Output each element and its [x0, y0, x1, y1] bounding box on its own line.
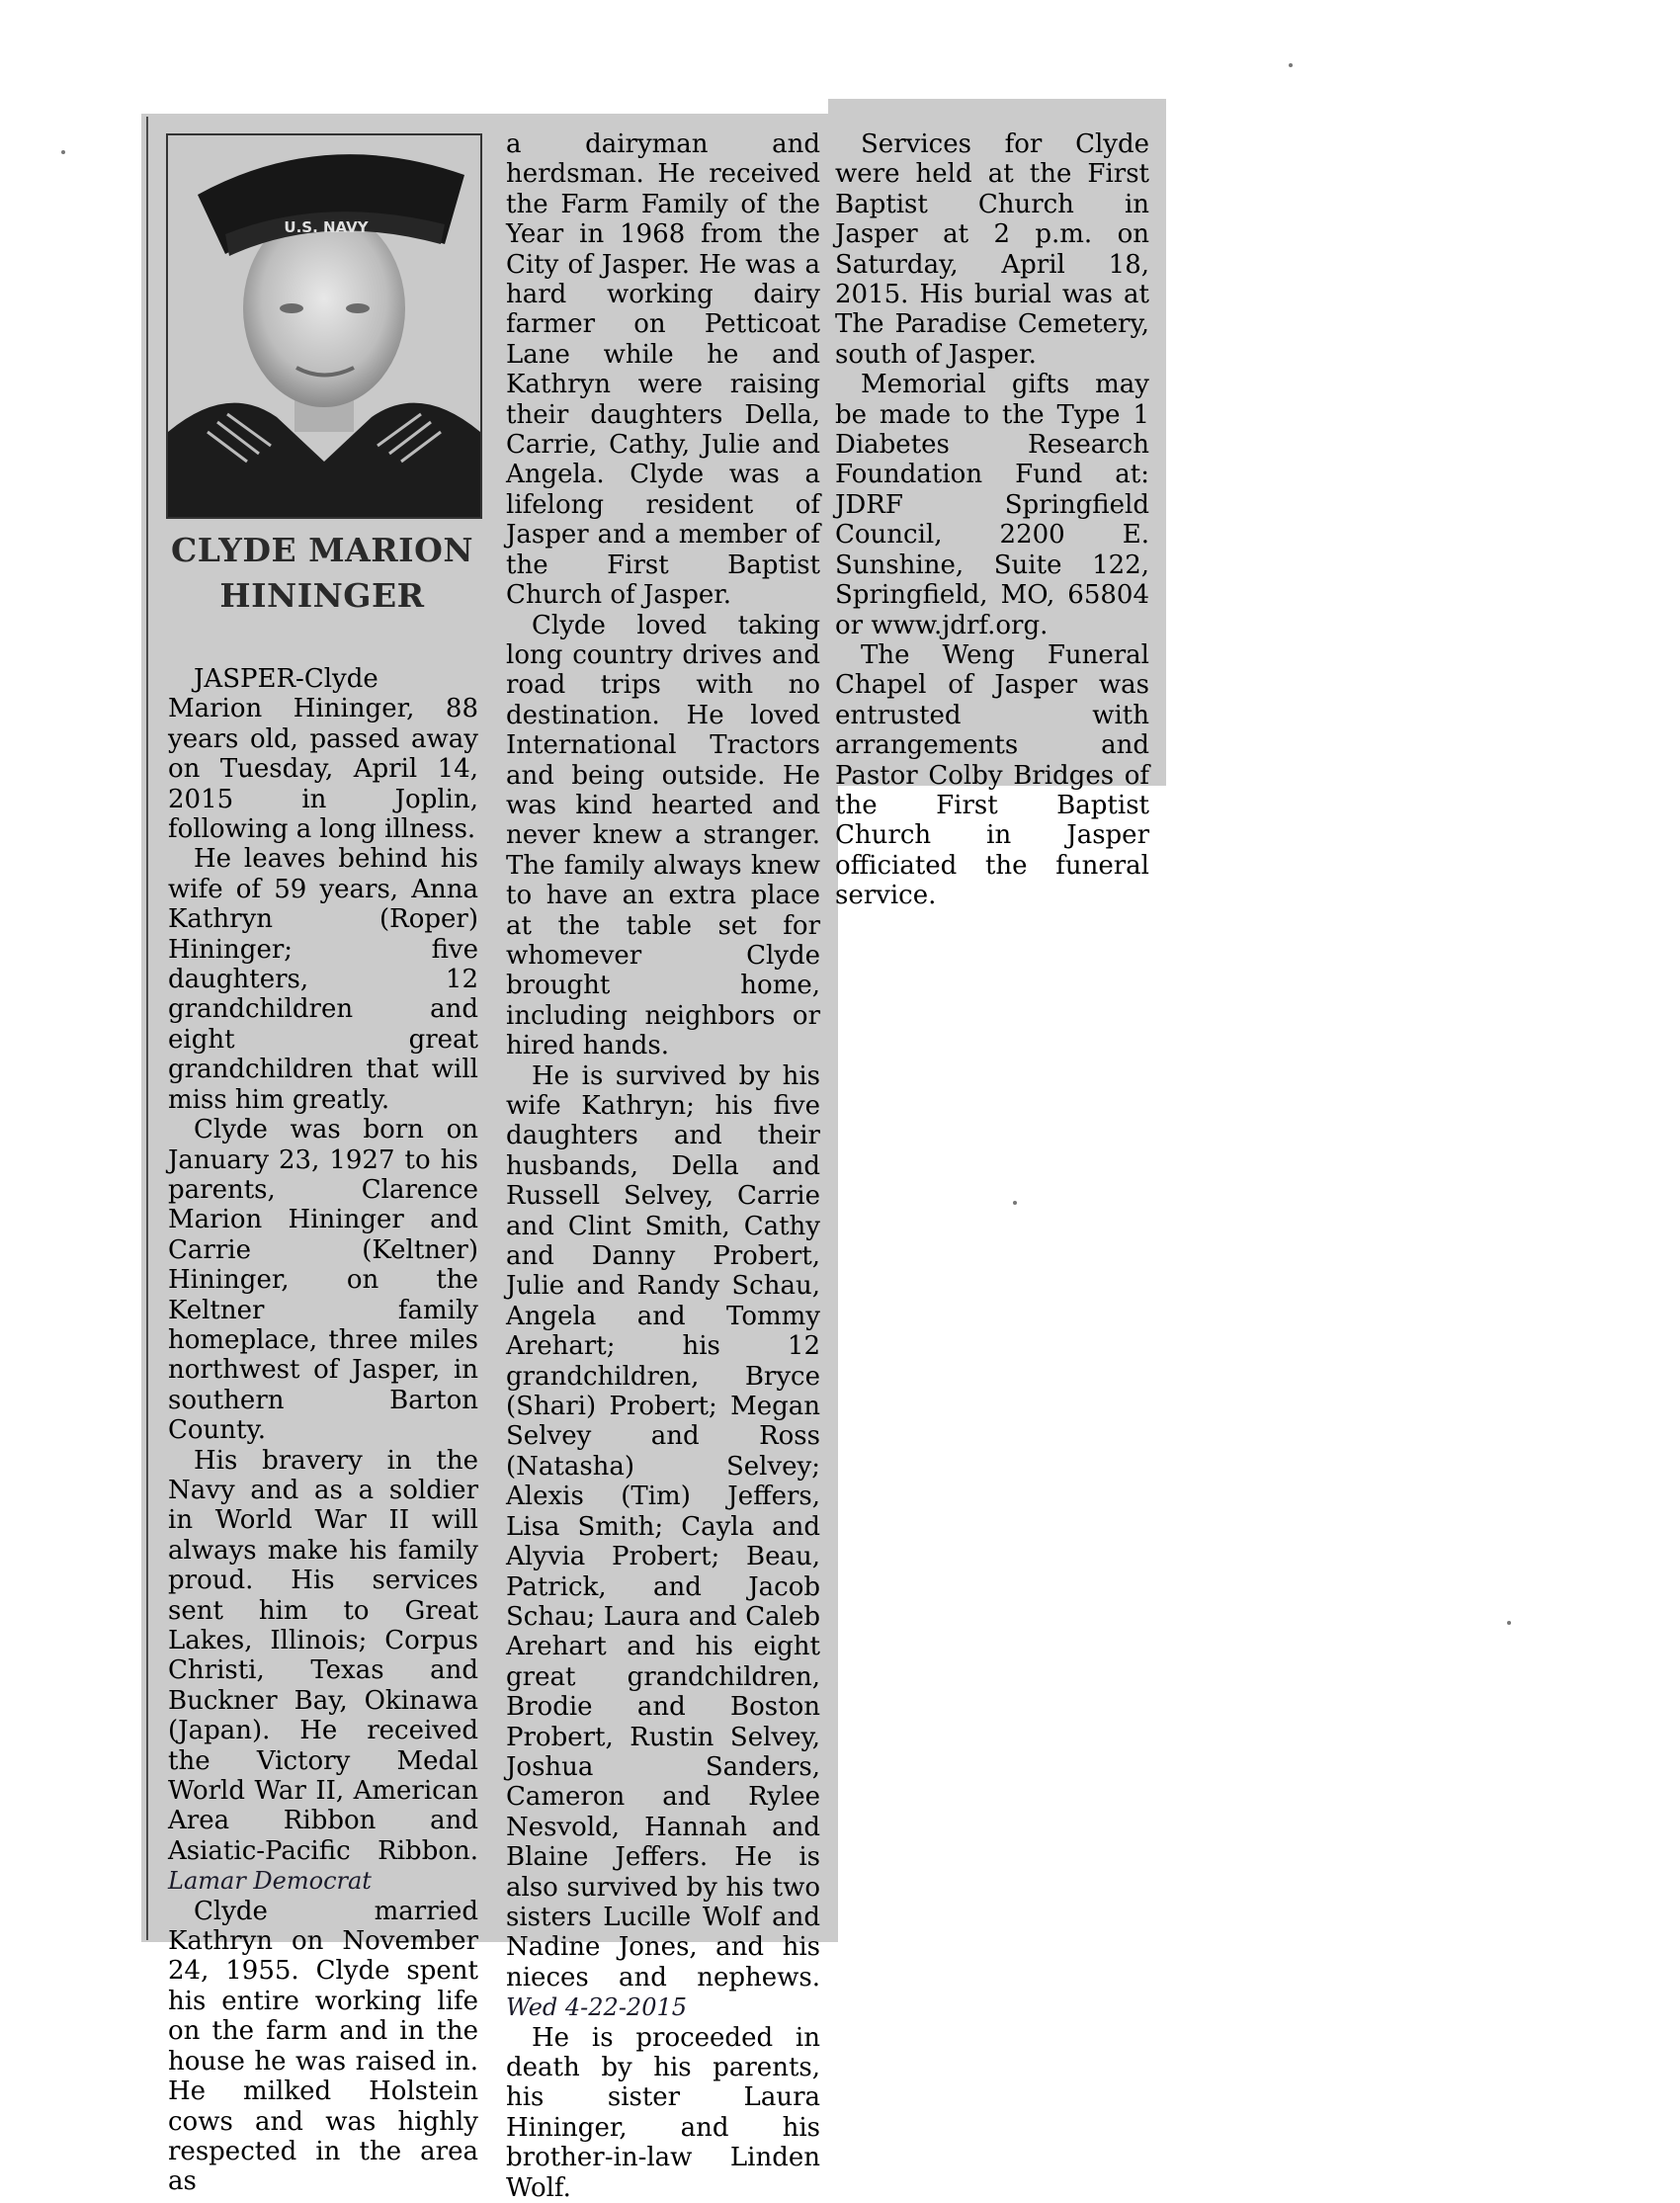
paragraph: JASPER-Clyde Marion Hininger, 88 years old, passed away on Tuesday, April 14, 2015 in Joplin, following a long illness. — [168, 664, 478, 845]
text-column-1 — [168, 664, 478, 2197]
paragraph: He leaves behind his wife of 59 years, Anna Kathryn (Roper) Hininger; five daughters, 12 grandchildren and eight great grandchildren that will miss him greatly. — [168, 844, 478, 1115]
name-line-1: CLYDE MARION — [170, 531, 474, 569]
paragraph: Services for Clyde were held at the First Baptist Church in Jasper at 2 p.m. on Saturday, April 18, 2015. His burial was at The Paradise Cemetery, south of Jasper. — [835, 129, 1149, 370]
text-column-3 — [835, 129, 1149, 911]
cap-text: U.S. NAVY — [284, 218, 369, 236]
paragraph — [168, 1446, 478, 1897]
portrait-photo — [166, 133, 482, 519]
speck — [61, 150, 65, 154]
paragraph: The Weng Funeral Chapel of Jasper was entrusted with arrangements and Pastor Colby Bridges of the First Baptist Church in Jasper officiated the funeral service. — [835, 639, 1149, 911]
paragraph: Clyde loved taking long country drives and road trips with no destination. He loved International Tractors and being outside. He was kind hearted and never knew a stranger. The family always knew to have an extra place at the table set for whomever Clyde brought home, including neighbors or hired hands. — [506, 610, 820, 1061]
text-column-2 — [506, 129, 820, 2203]
speck — [1289, 63, 1293, 67]
paragraph: Clyde was born on January 23, 1927 to his parents, Clarence Marion Hininger and Carrie (Keltner) Hininger, on the Keltner family homeplace, three miles northwest of Jasper, in southern Barton County. — [168, 1115, 478, 1446]
column-rule — [146, 117, 148, 1940]
speck — [1013, 1201, 1017, 1205]
paragraph-text: His bravery in the Navy and as a soldier in World War II will always make his family proud. His services sent him to Great Lakes, Illinois; Corpus Christi, Texas and Buckner Bay, Okinawa (Japan). He received the Victory Medal World War II, American Area Ribbon and Asiatic-Pacific Ribbon. — [168, 1445, 478, 1866]
name-line-2: HININGER — [219, 576, 425, 615]
obituary-name — [166, 528, 478, 619]
paragraph: Clyde married Kathryn on November 24, 1955. Clyde spent his entire working life on the farm and in the house he was raised in. He milked Holstein cows and was highly respected in the area as — [168, 1896, 478, 2197]
paragraph: He is proceeded in death by his parents, his sister Laura Hininger, and his brother-in-law Linden Wolf. — [506, 2022, 820, 2203]
paragraph — [506, 1061, 820, 2023]
handwritten-date: Wed 4-22-2015 — [506, 1993, 688, 2022]
handwritten-newspaper-name: Lamar Democrat — [168, 1867, 372, 1896]
speck — [1507, 1621, 1511, 1625]
paragraph: a dairyman and herdsman. He received the Farm Family of the Year in 1968 from the City of Jasper. He was a hard working dairy farmer on Petticoat Lane while he and Kathryn were raising their daughters Della, Carrie, Cathy, Julie and Angela. Clyde was a lifelong resident of Jasper and a member of the First Baptist Church of Jasper. — [506, 129, 820, 611]
paragraph: Memorial gifts may be made to the Type 1 Diabetes Research Foundation Fund at: JDRF Springfield Council, 2200 E. Sunshine, Suite 122, Springfield, MO, 65804 or www.jdrf.org. — [835, 370, 1149, 640]
paragraph-text: He is survived by his wife Kathryn; his five daughters and their husbands, Della and Russell Selvey, Carrie and Clint Smith, Cathy and Danny Probert, Julie and Randy Schau, Angela and Tommy Arehart; his 12 grandchildren, Bryce (Shari) Probert; Megan Selvey and Ross (Natasha) Selvey; Alexis (Tim) Jeffers, Lisa Smith; Cayla and Alyvia Probert; Beau, Patrick, and Jacob Schau; Laura and Caleb Arehart and his eight great grandchildren, Brodie and Boston Probert, Rustin Selvey, Joshua Sanders, Cameron and Rylee Nesvold, Hannah and Blaine Jeffers. He is also survived by his two sisters Lucille Wolf and Nadine Jones, and his nieces and nephews. — [506, 1060, 820, 1992]
